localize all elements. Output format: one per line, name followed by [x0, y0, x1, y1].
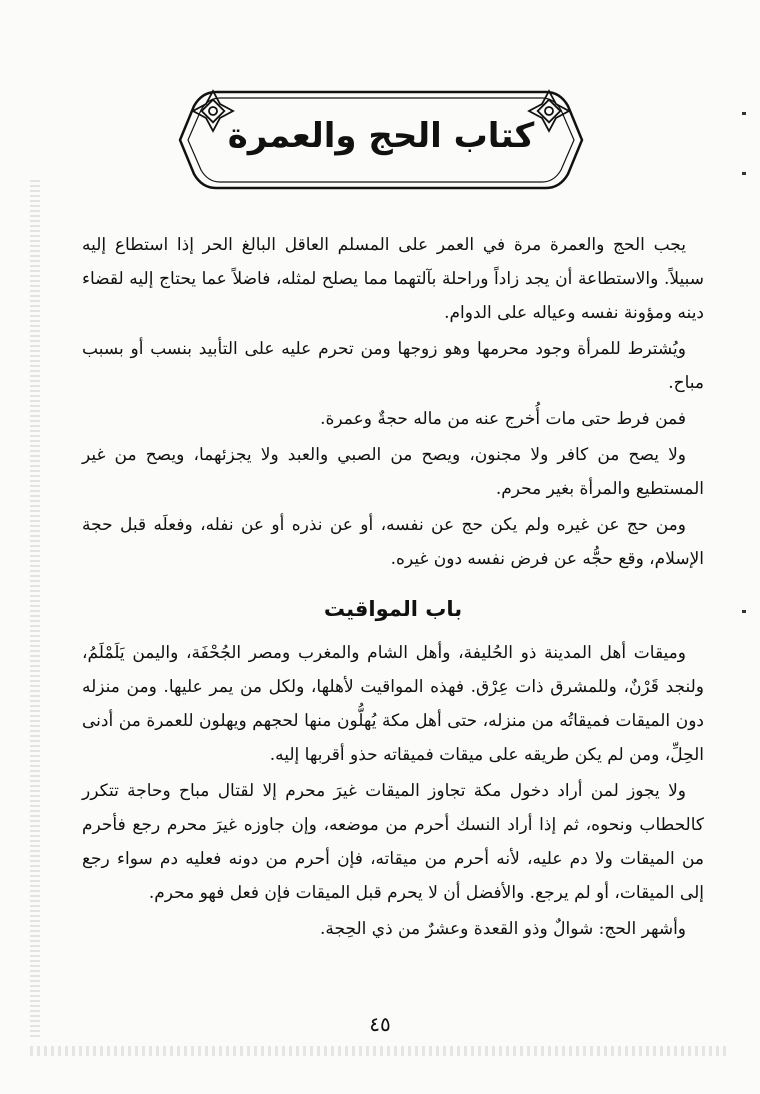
section-heading: باب المواقيت	[323, 597, 463, 621]
scan-mark	[742, 172, 746, 175]
paragraph: وميقات أهل المدينة ذو الحُليفة، وأهل الشام والمغرب ومصر الجُحْفَة، واليمن يَلَمْلَمُ، ولنجد قَرْنٌ، وللمشرق ذات عِرْق. فهذه المواقيت لأهلها، ولكل من يمر عليها. ومن منزله دون الميقات فميقاتُه من منزله، حتى أهل مكة يُهلُّون منها لحجهم ويهلون للعمرة من أدنى الحِلِّ، ومن لم يكن طريقه على ميقات فميقاته حذو أقربها إليه.	[82, 643, 704, 765]
paragraph: ومن حج عن غيره ولم يكن حج عن نفسه، أو عن نذره أو عن نفله، وفعلَه قبل حجة الإسلام، وقع حجُّه عن فرض نفسه دون غيره.	[82, 515, 704, 569]
page-number: ٤٥	[369, 1012, 391, 1036]
paragraph: ولا يجوز لمن أراد دخول مكة تجاوز الميقات غيرَ محرم إلا لقتال مباح وحاجة تتكرر كالحطاب ونحوه، ثم إذا أراد النسك أحرم من موضعه، وإن جاوزه غيرَ محرم رجع فأحرم من الميقات ولا دم عليه، لأنه أحرم من ميقاته، فإن أحرم من دونه فعليه دم سواء رجع إلى الميقات، أو لم يرجع. والأفضل أن لا يحرم قبل الميقات فإن فعل فهو محرم.	[82, 781, 704, 903]
paragraph: وأشهر الحج: شوالٌ وذو القعدة وعشرٌ من ذي الحِجة.	[319, 919, 686, 939]
right-ornament-icon	[526, 88, 572, 134]
chapter-title-frame	[176, 88, 586, 192]
paragraph: فمن فرط حتى مات أُخرج عنه من ماله حجةٌ وعمرة.	[320, 409, 686, 429]
paragraph: ويُشترط للمرأة وجود محرمها وهو زوجها ومن تحرم عليه على التأبيد بنسب أو بسبب مباح.	[82, 339, 704, 393]
chapter-title: كتاب الحج والعمرة	[227, 116, 535, 156]
paragraph: يجب الحج والعمرة مرة في العمر على المسلم العاقل البالغ الحر إذا استطاع إليه سبيلاً. والاستطاعة أن يجد زاداً وراحلة بآلتهما مما يصلح لمثله، فاضلاً عما يحتاج إليه لقضاء دينه ومؤونة نفسه وعياله على الدوام.	[82, 235, 704, 323]
scan-mark	[742, 610, 746, 613]
scan-edge-left	[30, 180, 40, 1040]
paragraph: ولا يصح من كافر ولا مجنون، ويصح من الصبي والعبد ولا يجزئهما، ويصح من غير المستطيع والمرأة بغير محرم.	[82, 445, 704, 499]
scan-edge-bottom	[30, 1046, 730, 1056]
page-body	[82, 228, 704, 948]
scan-mark	[742, 112, 746, 115]
